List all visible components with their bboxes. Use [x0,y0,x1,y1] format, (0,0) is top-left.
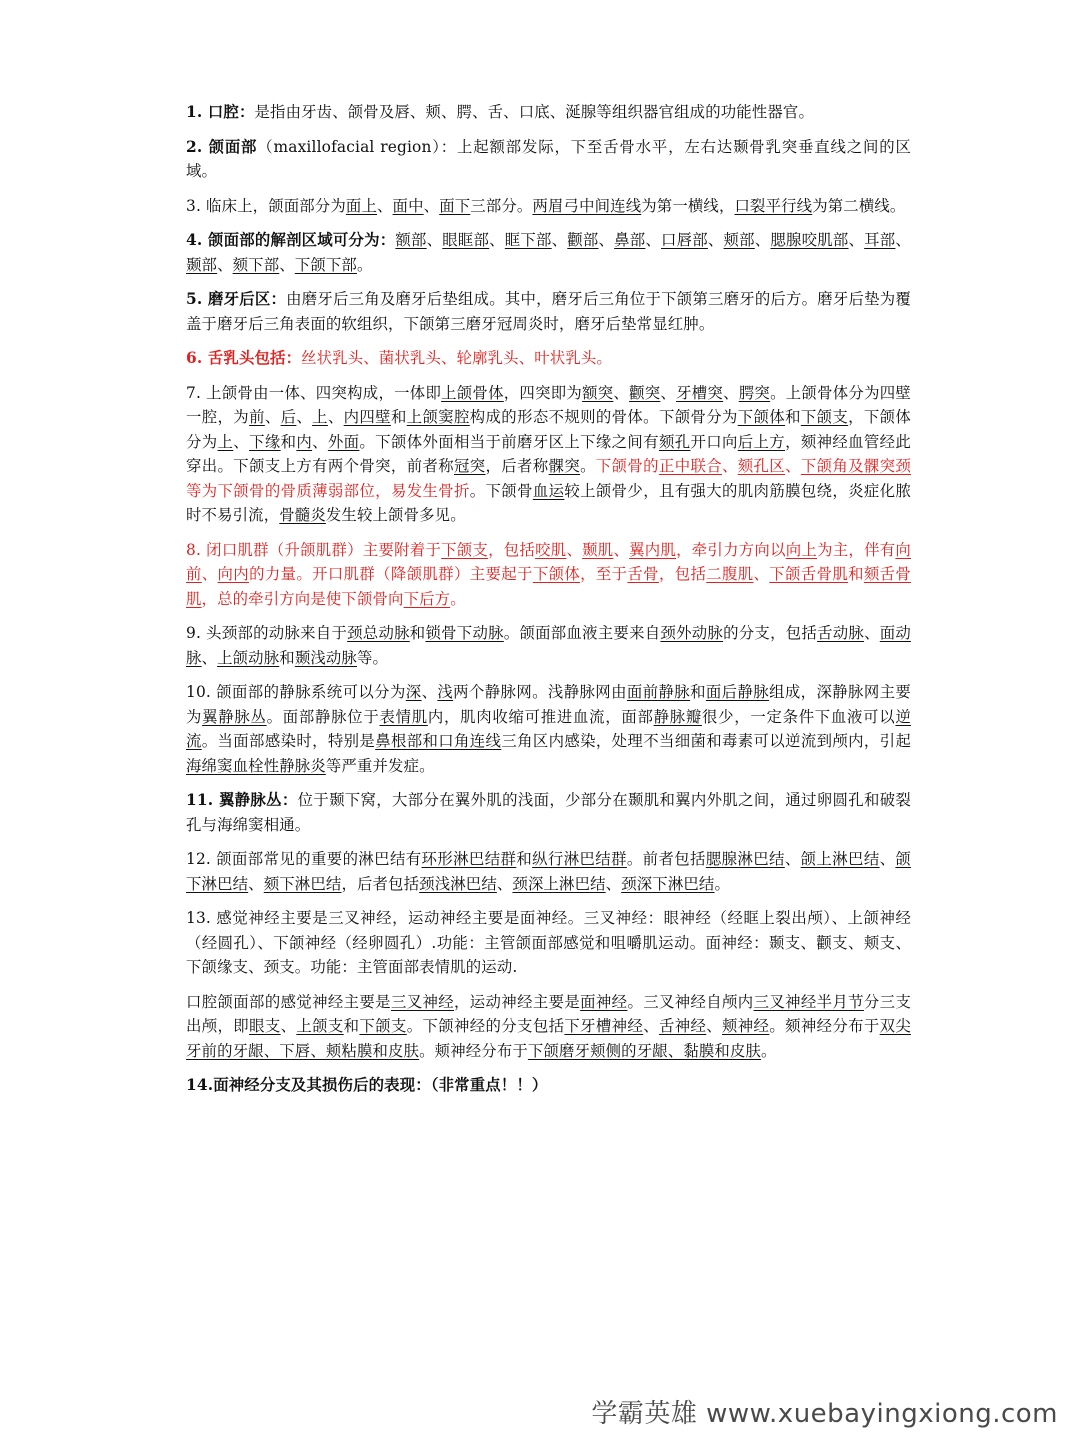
text-run: 3. 临床上，颌面部分为 [186,196,346,215]
underlined-term: 下颌支 [441,540,489,559]
underlined-term: 面上 [345,196,377,215]
text-run: 、 [201,565,218,583]
underlined-term: 翼内肌 [629,540,677,559]
text-run: 。当面部感染时，特别是 [201,732,376,750]
underlined-term: 环形淋巴结群 [421,850,517,868]
text-run: 等严重并发症。 [325,756,435,775]
underlined-term: 锁骨下动脉 [425,624,504,642]
text-run: 和 [785,408,801,426]
underlined-term: 腮腺咬肌部 [770,231,849,249]
paragraph-3 [186,194,911,219]
underlined-term: 口唇部 [661,231,708,249]
text-run: 。下颌骨 [469,481,533,500]
underlined-term: 上颌骨体 [441,383,504,402]
text-run: 、 [660,383,677,402]
underlined-term: 面前静脉 [626,683,691,701]
text-run: 、 [426,231,443,249]
text-run: 、 [496,874,513,893]
text-run: 13. 感觉神经主要是三叉神经，运动神经主要是面神经。三叉神经：眼神经（经眶上裂出颅）、上颌神经（经圆孔）、下颌神经（经卵圆孔）.功能：主管颌面部感觉和咀嚼肌运动。面神经：颞支、颧支、颊支、下颌缘支、颈支。功能：主管面部表情肌的运动. [186,909,911,976]
text-run: 10. 颌面部的静脉系统可以分为 [186,683,406,701]
underlined-term: 颈总动脉 [347,624,410,642]
text-run: 三角区内感染，处理不当细菌和毒素可以逆流到颅内，引起 [501,732,911,750]
text-run: 是指由牙齿、颌骨及唇、颊、腭、舌、口底、涎腺等组织器官组成的功能性器官。 [254,103,814,121]
text-run: 和 [690,683,706,701]
underlined-term: 下缘 [249,432,281,451]
text-run: 、 [864,624,880,642]
text-run: 、 [754,231,771,249]
underlined-term: 纵行淋巴结群 [532,850,627,868]
text-run: 、 [248,874,264,893]
text-run: 颌面部 [208,137,258,156]
underlined-term: 口裂平行线 [734,196,813,215]
text-run: 、 [551,231,568,249]
underlined-term: 正中联合 [658,457,722,475]
text-run: 分三支出颅，即 [186,992,911,1035]
text-run: 、 [848,231,865,249]
text-run: 由磨牙后三角及磨牙后垫组成。其中，磨牙后三角位于下颌第三磨牙的后方。磨牙后垫为覆盖于磨牙后三角表面的软组织，下颌第三磨牙冠周炎时，磨牙后垫常显红肿。 [186,290,911,333]
text-run: 位于颞下窝，大部分在翼外肌的浅面，少部分在颞肌和翼内外肌之间，通过卵圆孔和破裂孔与海绵窦相通。 [186,791,911,834]
text-run: 、 [377,196,393,215]
underlined-term: 腮腺淋巴结 [705,850,785,868]
text-run: 下颌骨的 [595,457,659,475]
text-run: 。颌面部血液主要来自 [503,624,661,642]
underlined-term: 下后方 [403,589,451,608]
paragraph-8 [186,538,911,612]
text-run: 、 [643,1017,659,1035]
underlined-term: 额突 [582,383,614,402]
text-run: 为主，伴有 [817,540,896,559]
text-run: 、 [613,540,630,559]
underlined-term: 颈深下淋巴结 [621,874,715,893]
text-run: ，总的牵引方向是使下颌骨向 [201,589,404,608]
underlined-term: 颏孔 [658,432,691,451]
text-run: 等。 [356,648,389,667]
text-run: 。上颌骨体分为四壁一腔，为 [186,383,911,426]
underlined-term: 眼眶部 [442,231,490,249]
text-run: ，后者包括 [341,874,420,893]
paragraph-7 [186,381,911,528]
underlined-term: 牙槽突 [676,383,724,402]
underlined-term: 眼支 [249,1017,281,1035]
underlined-term: 上颌支 [296,1017,344,1035]
text-run: 、 [784,850,801,868]
text-run: 。颊神经分布于 [419,1041,528,1060]
text-run: 5. [186,290,208,308]
underlined-term: 下颌支 [359,1017,407,1035]
text-run: 、 [879,850,896,868]
underlined-term: 后 [280,408,297,426]
text-run: ，包括 [658,565,707,583]
text-run: 和 [343,1017,360,1035]
paragraph-4 [186,228,911,277]
underlined-term: 颏孔区 [737,457,786,475]
underlined-term: 面后静脉 [705,683,770,701]
text-run: 、 [613,383,630,402]
underlined-term: 颧突 [629,383,661,402]
text-run: 、 [707,231,724,249]
text-run: 、 [423,196,440,215]
underlined-term: 下颌下部 [294,255,357,274]
text-run: ，四突即为 [503,383,583,402]
text-run: 和 [848,565,864,583]
paragraph-14 [186,990,911,1064]
paragraph-5 [186,287,911,336]
text-run: 。 [761,1041,777,1060]
text-run: 的分支，包括 [723,624,818,642]
paragraph-10 [186,680,911,778]
underlined-term: 颏舌骨肌 [186,565,911,608]
paragraph-12 [186,847,911,896]
underlined-term: 前 [249,408,265,426]
underlined-term: 三叉神经 [390,992,455,1011]
underlined-term: 内四壁 [343,408,391,426]
underlined-term: 眶下部 [504,231,552,249]
underlined-term: 颞肌 [582,540,614,559]
paragraph-6 [186,346,911,371]
text-run: 内，肌肉收缩可推进血流，面部 [427,707,654,726]
text-run: 、 [312,432,328,451]
text-run: 的力量。开口肌群（降颌肌群）主要起于 [249,565,533,583]
underlined-term: 静脉瓣 [653,707,702,726]
paragraph-9 [186,621,911,670]
text-run: 、 [895,231,911,249]
text-run: 、 [723,383,739,402]
text-run: 14.面神经分支及其损伤后的表现：（非常重点！！） [186,1076,548,1094]
underlined-term: 下颌磨牙颊侧的牙龈、黏膜和皮肤 [527,1041,762,1060]
underlined-term: 向内 [217,565,250,583]
text-run: 口腔颌面部的感觉神经主要是 [186,992,391,1011]
underlined-term: 骨髓炎 [279,506,326,524]
text-run: ，牵引力方向以 [676,540,786,559]
text-run: 。 [356,255,373,274]
underlined-term: 颊部 [723,231,755,249]
text-run: 开口向 [690,432,738,451]
underlined-term: 额部 [395,231,427,249]
text-run: 、 [296,408,313,426]
underlined-term: 颞浅动脉 [294,648,357,667]
underlined-term: 面动脉 [186,624,911,667]
underlined-term: 下牙槽神经 [564,1017,644,1035]
underlined-term: 下颌体 [737,408,786,426]
underlined-term: 冠突 [453,457,486,475]
text-run: ，颏神经血管经此穿出。下颌支上方有两个骨突，前者称 [186,432,911,475]
text-run: 发生较上颌骨多见。 [325,506,466,524]
text-run: 、 [489,231,505,249]
text-run: 、 [706,1017,723,1035]
underlined-term: 腭突 [738,383,771,402]
underlined-term: 下颌支 [800,408,849,426]
text-run: ，后者称 [485,457,549,475]
text-run: 。颏神经分布于 [769,1017,880,1035]
text-run: 和 [409,624,426,642]
underlined-term: 颈浅淋巴结 [419,874,497,893]
text-run: 、 [327,408,344,426]
text-run: 为第一横线， [641,196,735,215]
text-run: 、 [598,231,615,249]
footer-watermark: 学霸英雄 www.xuebayingxiong.com [591,1399,1058,1429]
text-run: 、 [605,874,622,893]
underlined-term: 海绵窦血栓性静脉炎 [186,756,326,775]
underlined-term: 双尖牙前的牙龈、下唇、颊粘膜和皮肤 [186,1017,911,1060]
text-run: 两个静脉网。浅静脉网由 [453,683,627,701]
text-run: 、 [233,432,250,451]
underlined-term: 翼静脉丛 [202,707,267,726]
text-run: 、 [217,255,233,274]
text-run: （maxillofacial region）：上起额部发际，下至舌骨水平，左右达颞骨乳突垂直线之间的区域。 [186,137,911,180]
underlined-term: 舌骨 [627,565,659,583]
underlined-term: 面神经 [580,992,628,1011]
underlined-term: 逆流 [186,707,911,750]
text-run: 4. 颌面部的解剖区域可分为： [186,231,396,249]
paragraph-13 [186,906,911,980]
text-run: ，运动神经主要是 [454,992,581,1011]
underlined-term: 颌上淋巴结 [800,850,880,868]
text-run: 。面部静脉位于 [266,707,380,726]
underlined-term: 深 [405,683,422,701]
underlined-term: 上颌窦腔 [406,408,470,426]
text-run: 8. 闭口肌群（升颌肌群）主要附着于 [186,540,442,559]
text-run: 三部分。 [470,196,533,215]
text-run: 组成，深静脉网主要为 [186,683,911,726]
paragraph-1 [186,100,911,125]
underlined-term: 外面 [327,432,360,451]
underlined-term: 面中 [392,196,424,215]
text-run: 、 [279,255,295,274]
underlined-term: 向上 [785,540,818,559]
text-run: 很少，一定条件下血液可以 [701,707,896,726]
text-run: ，至于 [580,565,628,583]
text-run: 7. 上颌骨由一体、四突构成，一体即 [186,383,442,402]
underlined-term: 颧部 [567,231,599,249]
underlined-term: 上 [217,432,234,451]
document-body [186,100,911,1108]
underlined-term: 颈外动脉 [660,624,724,642]
underlined-term: 咬肌 [535,540,567,559]
underlined-term: 两眉弓中间连线 [532,196,642,215]
text-run: 和 [390,408,407,426]
text-run: 、 [645,231,662,249]
text-run: 9. 头颈部的动脉来自于 [186,624,348,642]
underlined-term: 颞部 [186,255,218,274]
underlined-term: 血运 [532,481,565,500]
text-run: 翼静脉丛： [218,791,298,809]
text-run: 和 [279,648,295,667]
underlined-term: 上 [312,408,328,426]
text-run: 、 [785,457,801,475]
text-run: 。下颌体外面相当于前磨牙区上下缘之间有 [359,432,659,451]
underlined-term: 三叉神经半月节 [753,992,864,1011]
underlined-term: 后上方 [737,432,786,451]
text-run: 构成的形态不规则的骨体。下颌骨分为 [469,408,738,426]
text-run: 、 [264,408,281,426]
underlined-term: 鼻根部和口角连线 [375,732,502,750]
text-run: 和 [516,850,533,868]
underlined-term: 上颌动脉 [217,648,280,667]
text-run: 。三叉神经自颅内 [627,992,754,1011]
text-run: 、 [421,683,438,701]
text-run: 、 [566,540,583,559]
underlined-term: 鼻部 [614,231,646,249]
text-run: 口腔： [207,103,255,121]
text-run: 、 [201,648,218,667]
underlined-term: 颏下淋巴结 [263,874,342,893]
underlined-term: 颏下部 [232,255,280,274]
text-run: 。下颌神经的分支包括 [406,1017,565,1035]
paragraph-2 [186,135,911,184]
text-run: 、 [722,457,738,475]
underlined-term: 面下 [439,196,471,215]
text-run: 为第二横线。 [812,196,906,215]
underlined-term: 颌下淋巴结 [186,850,911,893]
underlined-term: 髁突 [548,457,581,475]
text-run: 。前者包括 [626,850,706,868]
paragraph-11 [186,788,911,837]
underlined-term: 下颌舌骨肌 [769,565,849,583]
text-run: 丝状乳头、菌状乳头、轮廓乳头、叶状乳头。 [301,349,612,367]
underlined-term: 耳部 [864,231,896,249]
text-run: 11. [186,791,219,809]
text-run: 2. [186,137,209,156]
text-run: 磨牙后区： [207,290,287,308]
underlined-term: 二腹肌 [706,565,754,583]
text-run: 6. 舌乳头包括： [186,349,302,367]
underlined-term: 浅 [437,683,454,701]
text-run: 。 [450,589,466,608]
paragraph-15 [186,1073,911,1098]
text-run: 。 [580,457,596,475]
text-run: ，下颌体分为 [186,408,911,451]
underlined-term: 内 [296,432,313,451]
text-run: 1. [186,103,208,121]
underlined-term: 下颌体 [532,565,581,583]
text-run: 等为下颌骨的骨质薄弱部位，易发生骨折 [186,481,470,500]
text-run: 。 [714,874,731,893]
underlined-term: 颊神经 [722,1017,770,1035]
text-run: 和 [280,432,297,451]
underlined-term: 表情肌 [379,707,428,726]
text-run: ，包括 [488,540,536,559]
underlined-term: 颈深上淋巴结 [512,874,606,893]
text-run: 、 [280,1017,297,1035]
underlined-term: 向前 [186,540,911,583]
underlined-term: 下颌角及髁突颈 [800,457,911,475]
text-run: 较上颌骨少，且有强大的肌肉筋膜包绕，炎症化脓时不易引流， [186,481,911,524]
underlined-term: 舌动脉 [817,624,865,642]
text-run: 12. 颌面部常见的重要的淋巴结有 [186,850,422,868]
underlined-term: 舌神经 [658,1017,707,1035]
text-run: 、 [753,565,770,583]
